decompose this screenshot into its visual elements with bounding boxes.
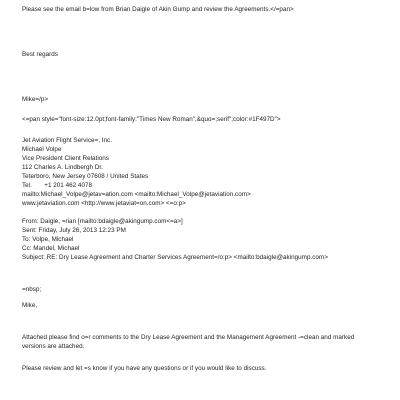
nbsp-line: =nbsp; [22,286,42,293]
signature-phone: Tel. +1 201 462 4078 [22,182,93,189]
greeting-line: Mike, [22,302,38,309]
sender-name-line: Mike=/p> [22,96,49,103]
span-markup-line: <=pan style="font-size:12.0pt;font-family:"Times New Roman",&quo=;serif";color:#1F497D"> [22,116,281,123]
closing-line: Best regards [22,51,58,58]
forward-to: To: Volpe, Michael [22,236,74,243]
signature-title: Vice President Client Relations [22,155,109,162]
body-line-3: Please review and let =s know if you have any questions or if you would like to discuss. [22,365,267,372]
signature-website: www.jetaviation.com <http://www.jetaviat=on.com> <=o:p> [22,200,186,207]
forward-subject: Subject: RE: Dry Lease Agreement and Charter Services Agreement=/o:p> <mailto:bdaigle@akingump.com> [22,254,328,261]
forward-cc: Cc: Mandel, Michael [22,245,80,252]
intro-line: Please see the email b=low from Brian Daigle of Akin Gump and review the Agreements.</=pan> [22,6,294,13]
body-line-1: Attached please find o=r comments to the Dry Lease Agreement and the Management Agreement -=clean and marked [22,334,355,341]
signature-street: 112 Charles A. Lindbergh Dr. [22,164,103,171]
signature-name: Michael Volpe [22,146,62,153]
body-line-2: versions are attached. [22,343,85,350]
signature-email: mailto:Michael_Volpe@jetav=ation.com <mailto:Michael_Volpe@jetaviation.com> [22,191,251,198]
signature-company: Jet Aviation Flight Service=, Inc. [22,137,112,144]
forward-sent: Sent: Friday, July 26, 2013 12:23 PM [22,227,126,234]
signature-city: Teterboro, New Jersey 07608 / United States [22,173,149,180]
forward-from: From: Daigle, =rian [mailto:bdaigle@akingump.com<=a>] [22,218,183,225]
